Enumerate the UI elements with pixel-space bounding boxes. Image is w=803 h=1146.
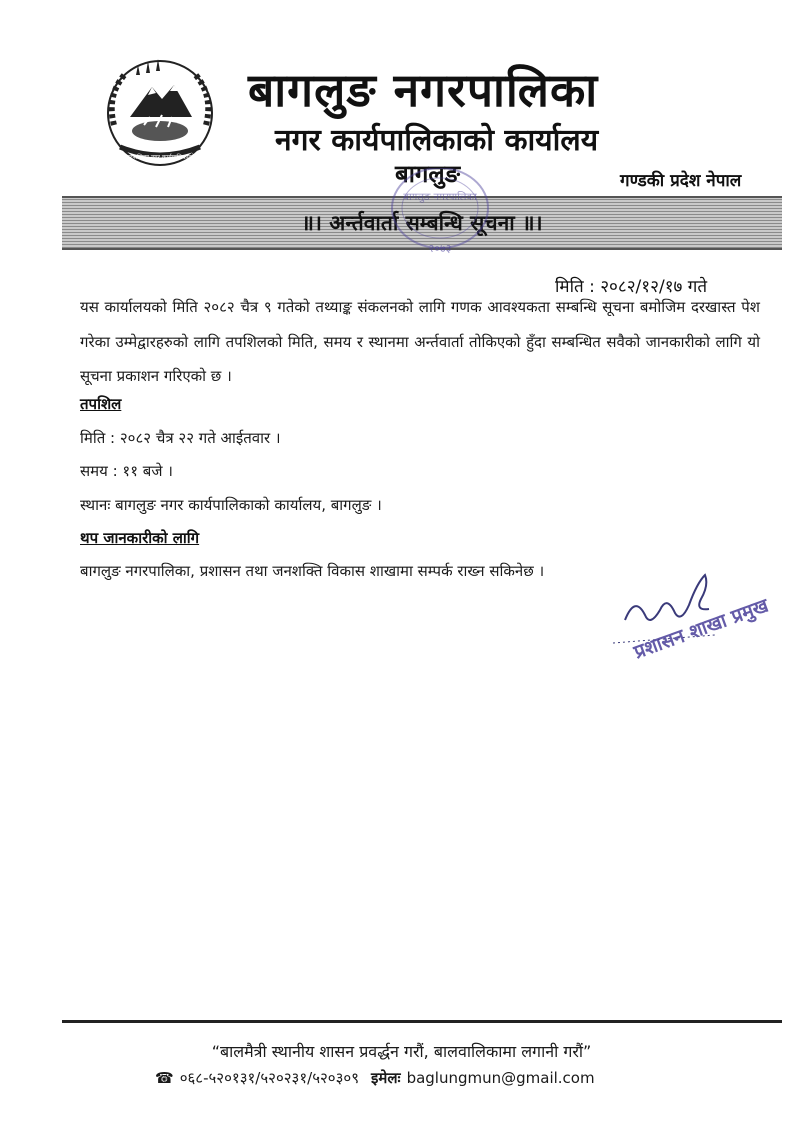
footer-slogan: “बालमैत्री स्थानीय शासन प्रवर्द्धन गरौं, बालवालिकामा लगानी गरौं” bbox=[211, 1042, 592, 1061]
office-name: बागलुङ नगरपालिका bbox=[248, 63, 599, 117]
office-subtitle: नगर कार्यपालिकाको कार्यालय bbox=[275, 123, 599, 158]
office-province: गण्डकी प्रदेश नेपाल bbox=[620, 171, 742, 191]
stamp-year: २०७३ bbox=[428, 242, 452, 255]
notice-title: ॥। अर्न्तवार्ता सम्बन्धि सूचना ॥। bbox=[301, 211, 543, 235]
more-info-heading: थप जानकारीको लागि bbox=[80, 529, 200, 547]
emblem-caption: बागलुङ नगरपालिका नगर कार्यपालिकाको कार्यालय bbox=[104, 154, 216, 161]
stamp-text: बागलुङ नगरपालिका bbox=[403, 192, 477, 203]
designation-stamp-text: प्रशासन शाखा प्रमुख bbox=[631, 594, 772, 664]
notice-date: मिति : २०८२/१२/१७ गते bbox=[555, 277, 708, 297]
phone-icon: ☎ bbox=[155, 1069, 174, 1087]
details-heading: तपशिल bbox=[80, 395, 122, 413]
footer-contact bbox=[155, 1068, 715, 1088]
interview-date: मिति : २०८२ चैत्र २२ गते आईतवार । bbox=[80, 429, 281, 447]
interview-place: स्थानः बागलुङ नगर कार्यपालिकाको कार्यालय, बागलुङ । bbox=[80, 496, 382, 514]
office-city: बागलुङ bbox=[395, 160, 460, 188]
phone-numbers: ०६८-५२०१३१/५२०२३१/५२०३०९ bbox=[179, 1069, 360, 1087]
email-label: इमेलः bbox=[371, 1069, 401, 1087]
interview-time: समय : ११ बजे । bbox=[80, 462, 173, 480]
office-round-stamp bbox=[360, 168, 510, 268]
more-info-text: बागलुङ नगरपालिका, प्रशासन तथा जनशक्ति विकास शाखामा सम्पर्क राख्न सकिनेछ । bbox=[80, 562, 545, 580]
nepal-emblem-icon bbox=[100, 55, 220, 170]
footer-divider bbox=[62, 1020, 782, 1023]
notice-paragraph: यस कार्यालयको मिति २०८२ चैत्र ९ गतेको तथ्याङ्क संकलनको लागि गणक आवश्यकता सम्बन्धि सूचना बमोजिम दरखास्त पेश गरेका उम्मेद्वारहरुको लागि तपशिलको मिति, समय र स्थानमा अर्न्तवार्ता तोकिएको हुँदा सम्बन्धित सवैको जानकारीको लागि यो सूचना प्रकाशन गरिएको छ । bbox=[80, 298, 760, 385]
designation-stamp bbox=[610, 594, 803, 740]
email-address: baglungmun@gmail.com bbox=[406, 1069, 595, 1087]
